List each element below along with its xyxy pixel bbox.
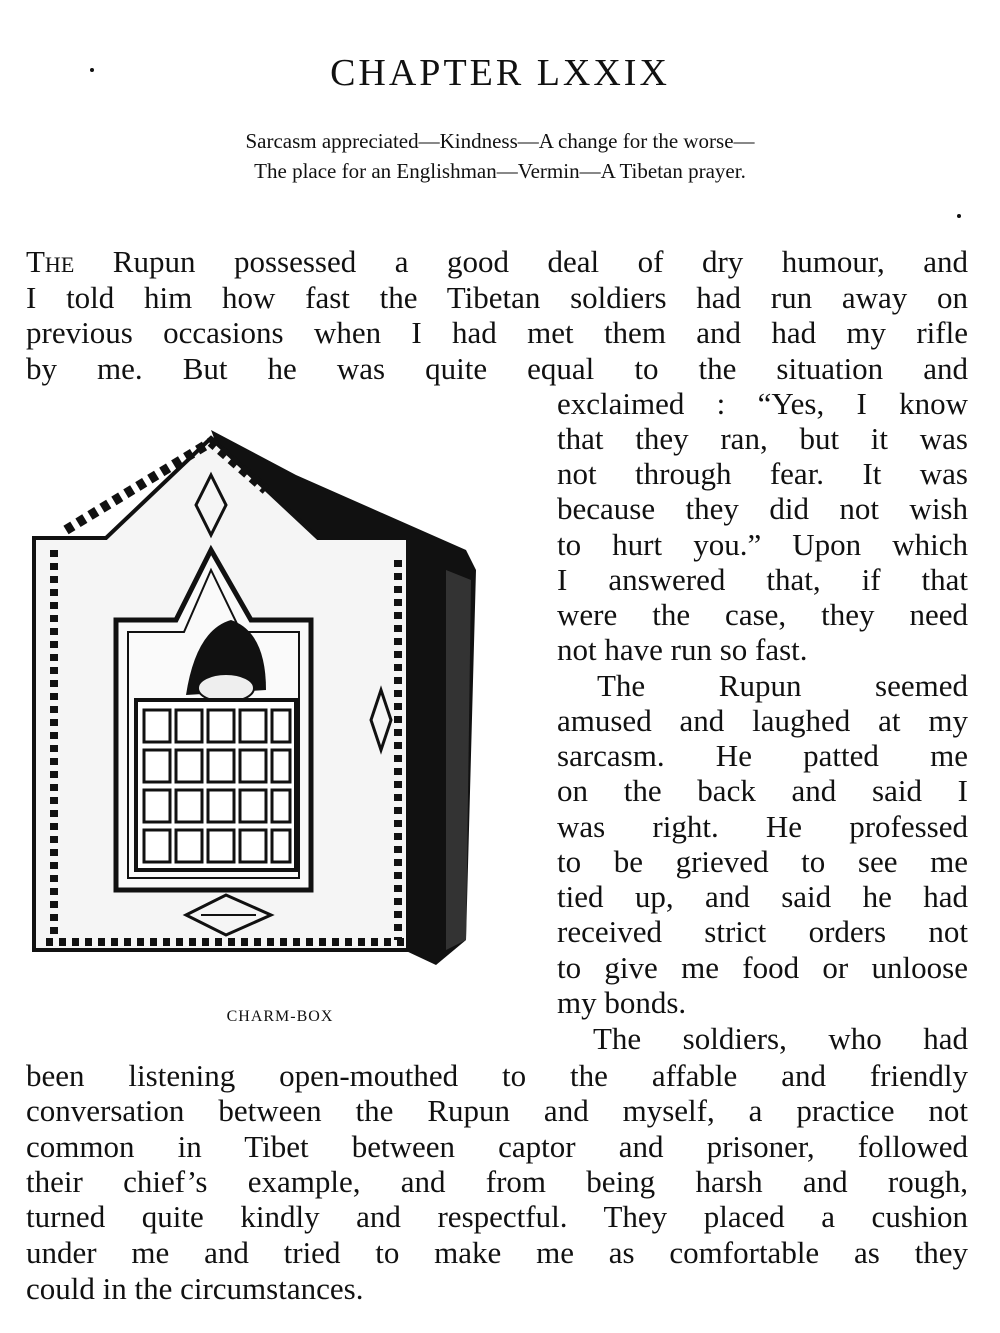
body-line: amused and laughed at my	[557, 703, 968, 738]
body-line: previous occasions when I had met them and had my rifle	[26, 315, 968, 350]
body-line: conversation between the Rupun and myself, a practice not	[26, 1093, 968, 1128]
body-line: sarcasm. He patted me	[557, 738, 968, 773]
body-line: exclaimed : “Yes, I know	[557, 386, 968, 421]
body-line: I answered that, if that	[557, 562, 968, 597]
body-line: to hurt you.” Upon which	[557, 527, 968, 562]
body-line: my bonds.	[557, 985, 687, 1020]
charm-box-illustration	[26, 420, 526, 980]
chapter-title: CHAPTER LXXIX	[330, 52, 670, 95]
body-line: could in the circumstances.	[26, 1271, 364, 1306]
body-line: their chief’s example, and from being harsh and rough,	[26, 1164, 968, 1199]
body-line: to be grieved to see me	[557, 844, 968, 879]
body-line: turned quite kindly and respectful. They placed a cushion	[26, 1199, 968, 1234]
body-line: The Rupun seemed	[597, 668, 968, 703]
print-speck	[90, 68, 94, 72]
body-line: was right. He professed	[557, 809, 968, 844]
body-line: tied up, and said he had	[557, 879, 968, 914]
figure-caption: CHARM-BOX	[226, 1008, 334, 1025]
body-line: common in Tibet between captor and prisoner, followed	[26, 1129, 968, 1164]
body-line: not have run so fast.	[557, 632, 808, 667]
body-line: were the case, they need	[557, 597, 968, 632]
body-line: because they did not wish	[557, 491, 968, 526]
body-line: I told him how fast the Tibetan soldiers had run away on	[26, 280, 968, 315]
body-line: under me and tried to make me as comfortable as they	[26, 1235, 968, 1270]
body-line: by me. But he was quite equal to the situation and	[26, 351, 968, 386]
body-line: not through fear. It was	[557, 456, 968, 491]
body-line: been listening open-mouthed to the affable and friendly	[26, 1058, 968, 1093]
chapter-synopsis	[0, 126, 1000, 186]
print-speck	[957, 214, 961, 218]
body-line: to give me food or unloose	[557, 950, 968, 985]
body-line: The soldiers, who had	[593, 1021, 968, 1056]
body-line: that they ran, but it was	[557, 421, 968, 456]
body-line: received strict orders not	[557, 914, 968, 949]
synopsis-line: The place for an Englishman—Vermin—A Tibetan prayer.	[254, 159, 746, 183]
body-line: on the back and said I	[557, 773, 968, 808]
synopsis-line: Sarcasm appreciated—Kindness—A change for the worse—	[245, 129, 755, 153]
body-line: The Rupun possessed a good deal of dry humour, and	[26, 244, 968, 279]
